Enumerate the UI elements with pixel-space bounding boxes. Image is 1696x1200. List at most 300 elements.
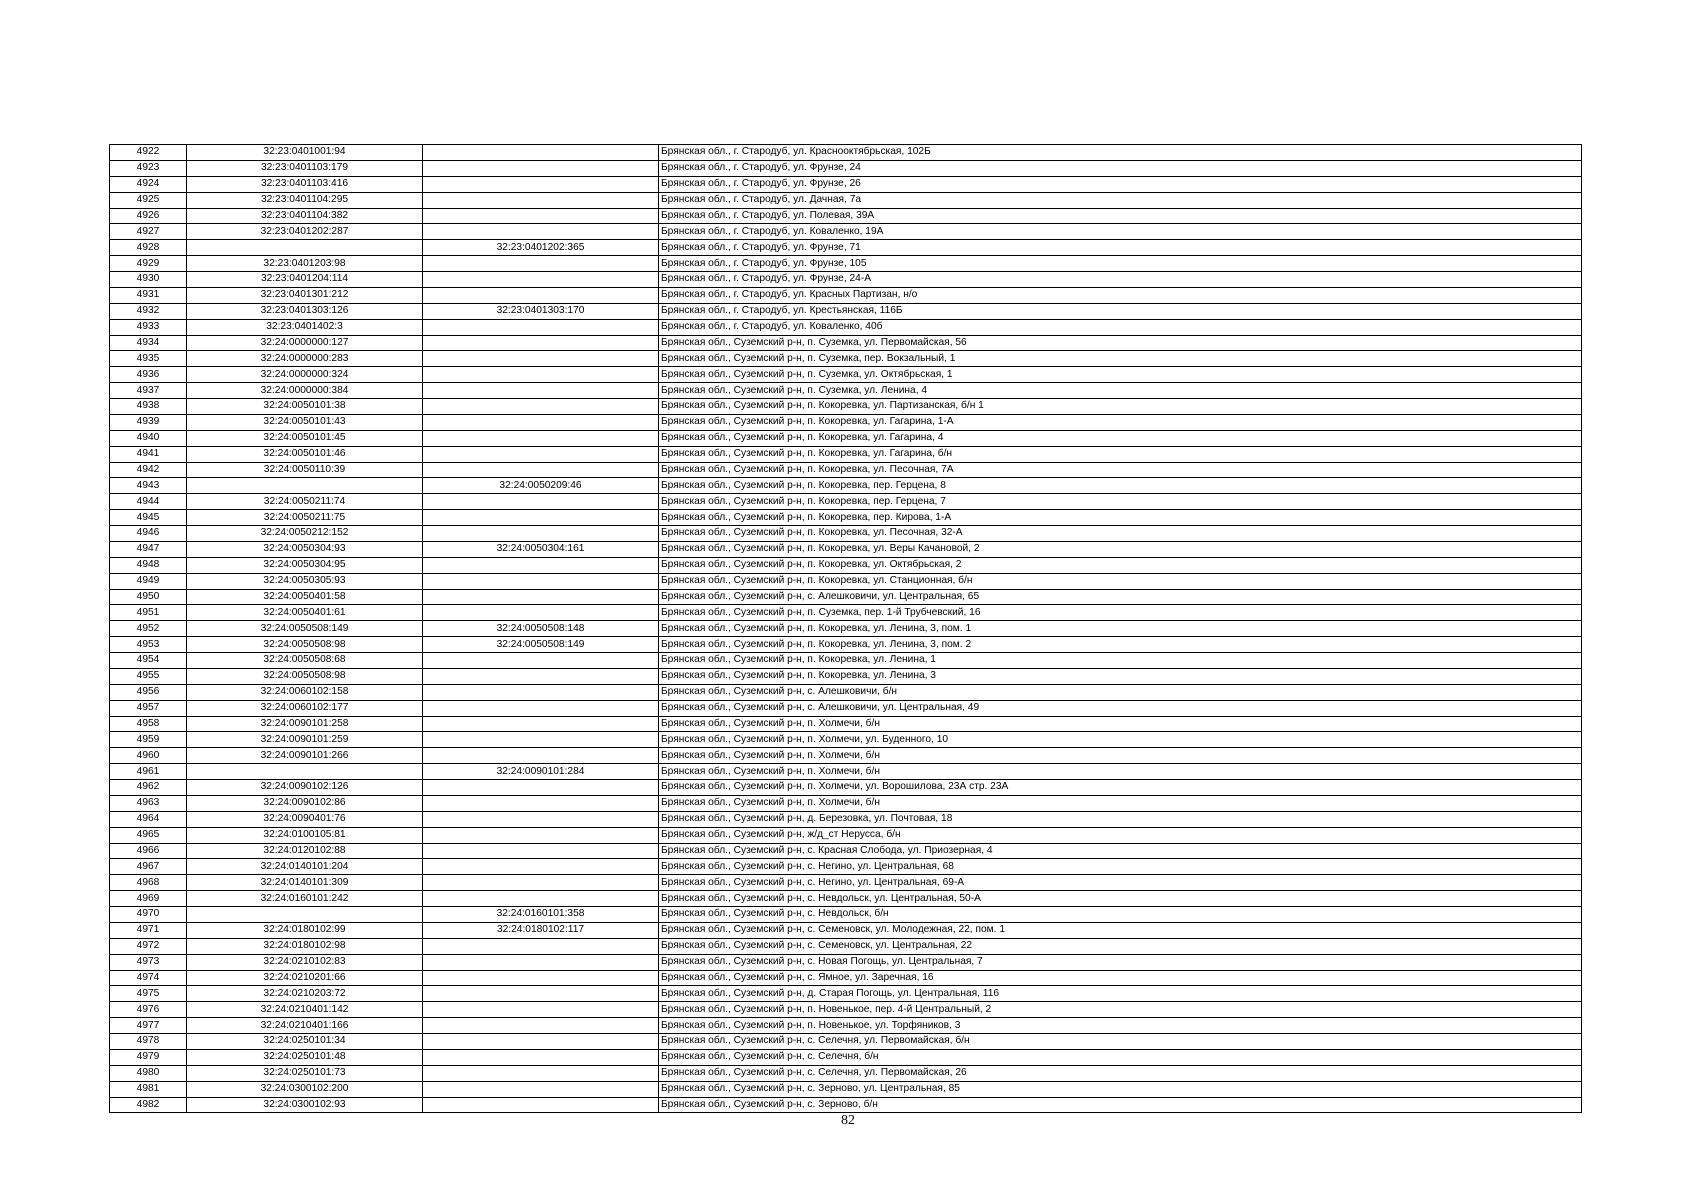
table-row <box>110 732 1582 748</box>
related-cadastral-number-cell <box>423 1018 659 1034</box>
row-number-cell: 4923 <box>110 160 187 176</box>
row-number-cell: 4924 <box>110 176 187 192</box>
row-number-cell: 4977 <box>110 1018 187 1034</box>
address-cell: Брянская обл., г. Стародуб, ул. Фрунзе, 105 <box>659 256 1582 272</box>
cadastral-number-cell <box>187 240 423 256</box>
cadastral-number-cell: 32:24:0000000:283 <box>187 351 423 367</box>
row-number-cell: 4936 <box>110 367 187 383</box>
row-number-cell: 4959 <box>110 732 187 748</box>
row-number-cell: 4982 <box>110 1097 187 1113</box>
cadastral-number-cell: 32:24:0300102:93 <box>187 1097 423 1113</box>
row-number-cell: 4927 <box>110 224 187 240</box>
cadastral-number-cell: 32:24:0250101:34 <box>187 1034 423 1050</box>
address-cell: Брянская обл., Суземский р-н, с. Алешковичи, ул. Центральная, 65 <box>659 589 1582 605</box>
address-cell: Брянская обл., Суземский р-н, п. Кокоревка, ул. Ленина, 3 <box>659 668 1582 684</box>
address-cell: Брянская обл., Суземский р-н, п. Кокоревка, пер. Герцена, 7 <box>659 494 1582 510</box>
row-number-cell: 4931 <box>110 287 187 303</box>
row-number-cell: 4929 <box>110 256 187 272</box>
table-row <box>110 1002 1582 1018</box>
row-number-cell: 4967 <box>110 859 187 875</box>
related-cadastral-number-cell <box>423 1034 659 1050</box>
address-cell: Брянская обл., г. Стародуб, ул. Коваленко, 40б <box>659 319 1582 335</box>
row-number-cell: 4960 <box>110 748 187 764</box>
related-cadastral-number-cell <box>423 605 659 621</box>
row-number-cell: 4932 <box>110 303 187 319</box>
address-cell: Брянская обл., Суземский р-н, п. Кокоревка, ул. Гагарина, б/н <box>659 446 1582 462</box>
cadastral-number-cell: 32:24:0050211:74 <box>187 494 423 510</box>
row-number-cell: 4922 <box>110 145 187 161</box>
row-number-cell: 4935 <box>110 351 187 367</box>
row-number-cell: 4973 <box>110 954 187 970</box>
cadastral-number-cell: 32:24:0050508:98 <box>187 637 423 653</box>
table-row <box>110 621 1582 637</box>
table-row <box>110 1065 1582 1081</box>
address-cell: Брянская обл., Суземский р-н, п. Холмечи, ул. Буденного, 10 <box>659 732 1582 748</box>
related-cadastral-number-cell <box>423 272 659 288</box>
table-row <box>110 938 1582 954</box>
address-cell: Брянская обл., Суземский р-н, с. Невдольск, б/н <box>659 907 1582 923</box>
address-cell: Брянская обл., г. Стародуб, ул. Фрунзе, 24-А <box>659 272 1582 288</box>
cadastral-number-cell <box>187 764 423 780</box>
table-row <box>110 351 1582 367</box>
address-cell: Брянская обл., Суземский р-н, с. Зерново, ул. Центральная, 85 <box>659 1081 1582 1097</box>
related-cadastral-number-cell <box>423 319 659 335</box>
row-number-cell: 4926 <box>110 208 187 224</box>
cadastral-number-cell: 32:24:0000000:384 <box>187 383 423 399</box>
related-cadastral-number-cell <box>423 859 659 875</box>
table-row <box>110 922 1582 938</box>
cadastral-number-cell: 32:24:0050101:46 <box>187 446 423 462</box>
table-row <box>110 176 1582 192</box>
address-cell: Брянская обл., Суземский р-н, п. Суземка, ул. Первомайская, 56 <box>659 335 1582 351</box>
row-number-cell: 4944 <box>110 494 187 510</box>
cadastral-number-cell: 32:24:0210203:72 <box>187 986 423 1002</box>
table-row <box>110 446 1582 462</box>
table-row <box>110 954 1582 970</box>
row-number-cell: 4968 <box>110 875 187 891</box>
row-number-cell: 4964 <box>110 811 187 827</box>
address-cell: Брянская обл., Суземский р-н, с. Невдольск, ул. Центральная, 50-А <box>659 891 1582 907</box>
related-cadastral-number-cell <box>423 700 659 716</box>
cadastral-number-cell: 32:24:0090401:76 <box>187 811 423 827</box>
address-cell: Брянская обл., Суземский р-н, п. Кокоревка, ул. Ленина, 3, пом. 2 <box>659 637 1582 653</box>
cadastral-number-cell: 32:24:0000000:127 <box>187 335 423 351</box>
table-row <box>110 383 1582 399</box>
row-number-cell: 4949 <box>110 573 187 589</box>
related-cadastral-number-cell <box>423 811 659 827</box>
related-cadastral-number-cell <box>423 462 659 478</box>
page-number: 82 <box>841 1113 855 1128</box>
related-cadastral-number-cell <box>423 875 659 891</box>
address-cell: Брянская обл., г. Стародуб, ул. Красных Партизан, н/о <box>659 287 1582 303</box>
address-cell: Брянская обл., Суземский р-н, п. Кокоревка, ул. Песочная, 32-А <box>659 526 1582 542</box>
related-cadastral-number-cell: 32:23:0401202:365 <box>423 240 659 256</box>
row-number-cell: 4974 <box>110 970 187 986</box>
related-cadastral-number-cell <box>423 192 659 208</box>
address-cell: Брянская обл., Суземский р-н, п. Суземка, пер. 1-й Трубчевский, 16 <box>659 605 1582 621</box>
table-row <box>110 684 1582 700</box>
cadastral-number-cell: 32:24:0210401:142 <box>187 1002 423 1018</box>
cadastral-number-cell: 32:23:0401203:98 <box>187 256 423 272</box>
table-row <box>110 160 1582 176</box>
related-cadastral-number-cell <box>423 684 659 700</box>
address-cell: Брянская обл., Суземский р-н, п. Кокоревка, пер. Герцена, 8 <box>659 478 1582 494</box>
address-cell: Брянская обл., Суземский р-н, с. Зерново, б/н <box>659 1097 1582 1113</box>
table-row <box>110 986 1582 1002</box>
cadastral-number-cell: 32:23:0401303:126 <box>187 303 423 319</box>
row-number-cell: 4946 <box>110 526 187 542</box>
related-cadastral-number-cell <box>423 256 659 272</box>
table-row <box>110 192 1582 208</box>
table-row <box>110 272 1582 288</box>
row-number-cell: 4930 <box>110 272 187 288</box>
related-cadastral-number-cell <box>423 732 659 748</box>
address-cell: Брянская обл., Суземский р-н, ж/д_ст Нерусса, б/н <box>659 827 1582 843</box>
cadastral-number-cell: 32:24:0060102:158 <box>187 684 423 700</box>
cadastral-number-cell: 32:24:0210401:166 <box>187 1018 423 1034</box>
row-number-cell: 4963 <box>110 795 187 811</box>
row-number-cell: 4938 <box>110 399 187 415</box>
table-row <box>110 653 1582 669</box>
cadastral-number-cell: 32:23:0401301:212 <box>187 287 423 303</box>
cadastral-number-cell: 32:24:0250101:48 <box>187 1049 423 1065</box>
cadastral-number-cell: 32:24:0210102:83 <box>187 954 423 970</box>
cadastral-number-cell: 32:23:0401103:179 <box>187 160 423 176</box>
address-cell: Брянская обл., Суземский р-н, с. Новая Погощь, ул. Центральная, 7 <box>659 954 1582 970</box>
related-cadastral-number-cell <box>423 557 659 573</box>
table-row <box>110 573 1582 589</box>
address-cell: Брянская обл., Суземский р-н, с. Селечня, ул. Первомайская, 26 <box>659 1065 1582 1081</box>
related-cadastral-number-cell <box>423 145 659 161</box>
table-row <box>110 367 1582 383</box>
address-cell: Брянская обл., Суземский р-н, п. Кокоревка, ул. Ленина, 3, пом. 1 <box>659 621 1582 637</box>
address-cell: Брянская обл., Суземский р-н, п. Новенькое, ул. Торфяников, 3 <box>659 1018 1582 1034</box>
table-row <box>110 399 1582 415</box>
row-number-cell: 4941 <box>110 446 187 462</box>
address-cell: Брянская обл., Суземский р-н, п. Кокоревка, ул. Ленина, 1 <box>659 653 1582 669</box>
row-number-cell: 4933 <box>110 319 187 335</box>
related-cadastral-number-cell <box>423 351 659 367</box>
table-row <box>110 970 1582 986</box>
cadastral-number-cell: 32:24:0050101:38 <box>187 399 423 415</box>
row-number-cell: 4962 <box>110 780 187 796</box>
row-number-cell: 4943 <box>110 478 187 494</box>
table-row <box>110 795 1582 811</box>
cadastral-number-cell <box>187 478 423 494</box>
address-cell: Брянская обл., г. Стародуб, ул. Фрунзе, 24 <box>659 160 1582 176</box>
row-number-cell: 4947 <box>110 541 187 557</box>
related-cadastral-number-cell <box>423 748 659 764</box>
row-number-cell: 4942 <box>110 462 187 478</box>
cadastral-number-cell: 32:24:0090101:258 <box>187 716 423 732</box>
cadastral-number-cell: 32:24:0160101:242 <box>187 891 423 907</box>
table-row <box>110 1097 1582 1113</box>
row-number-cell: 4970 <box>110 907 187 923</box>
related-cadastral-number-cell <box>423 573 659 589</box>
related-cadastral-number-cell <box>423 510 659 526</box>
related-cadastral-number-cell <box>423 780 659 796</box>
table-row <box>110 224 1582 240</box>
cadastral-number-cell: 32:24:0050304:93 <box>187 541 423 557</box>
related-cadastral-number-cell <box>423 224 659 240</box>
table-row <box>110 1018 1582 1034</box>
related-cadastral-number-cell <box>423 287 659 303</box>
related-cadastral-number-cell: 32:24:0090101:284 <box>423 764 659 780</box>
row-number-cell: 4965 <box>110 827 187 843</box>
table-row <box>110 843 1582 859</box>
table-row <box>110 430 1582 446</box>
address-cell: Брянская обл., г. Стародуб, ул. Краснооктябрьская, 102Б <box>659 145 1582 161</box>
registry-table <box>109 144 1582 1113</box>
related-cadastral-number-cell <box>423 653 659 669</box>
address-cell: Брянская обл., Суземский р-н, с. Селечня, ул. Первомайская, б/н <box>659 1034 1582 1050</box>
row-number-cell: 4950 <box>110 589 187 605</box>
related-cadastral-number-cell: 32:24:0050209:46 <box>423 478 659 494</box>
cadastral-number-cell: 32:24:0100105:81 <box>187 827 423 843</box>
cadastral-number-cell: 32:24:0050401:61 <box>187 605 423 621</box>
related-cadastral-number-cell <box>423 367 659 383</box>
table-row <box>110 891 1582 907</box>
cadastral-number-cell: 32:24:0300102:200 <box>187 1081 423 1097</box>
address-cell: Брянская обл., г. Стародуб, ул. Фрунзе, 71 <box>659 240 1582 256</box>
related-cadastral-number-cell <box>423 716 659 732</box>
address-cell: Брянская обл., Суземский р-н, с. Селечня, б/н <box>659 1049 1582 1065</box>
table-row <box>110 557 1582 573</box>
address-cell: Брянская обл., Суземский р-н, п. Кокоревка, ул. Гагарина, 4 <box>659 430 1582 446</box>
related-cadastral-number-cell <box>423 335 659 351</box>
row-number-cell: 4945 <box>110 510 187 526</box>
related-cadastral-number-cell <box>423 526 659 542</box>
table-row <box>110 605 1582 621</box>
related-cadastral-number-cell: 32:24:0050508:148 <box>423 621 659 637</box>
related-cadastral-number-cell: 32:24:0160101:358 <box>423 907 659 923</box>
related-cadastral-number-cell <box>423 843 659 859</box>
table-row <box>110 589 1582 605</box>
related-cadastral-number-cell <box>423 383 659 399</box>
related-cadastral-number-cell <box>423 160 659 176</box>
cadastral-number-cell: 32:23:0401104:295 <box>187 192 423 208</box>
table-row <box>110 700 1582 716</box>
related-cadastral-number-cell <box>423 938 659 954</box>
row-number-cell: 4981 <box>110 1081 187 1097</box>
row-number-cell: 4975 <box>110 986 187 1002</box>
cadastral-number-cell: 32:24:0050110:39 <box>187 462 423 478</box>
cadastral-number-cell: 32:24:0210201:66 <box>187 970 423 986</box>
table-row <box>110 668 1582 684</box>
address-cell: Брянская обл., Суземский р-н, п. Кокоревка, ул. Веры Качановой, 2 <box>659 541 1582 557</box>
row-number-cell: 4952 <box>110 621 187 637</box>
cadastral-number-cell: 32:24:0050508:68 <box>187 653 423 669</box>
related-cadastral-number-cell <box>423 446 659 462</box>
cadastral-number-cell: 32:23:0401103:416 <box>187 176 423 192</box>
related-cadastral-number-cell <box>423 176 659 192</box>
cadastral-number-cell: 32:23:0401402:3 <box>187 319 423 335</box>
related-cadastral-number-cell <box>423 589 659 605</box>
address-cell: Брянская обл., Суземский р-н, п. Суземка, ул. Октябрьская, 1 <box>659 367 1582 383</box>
row-number-cell: 4955 <box>110 668 187 684</box>
address-cell: Брянская обл., Суземский р-н, п. Новенькое, пер. 4-й Центральный, 2 <box>659 1002 1582 1018</box>
address-cell: Брянская обл., Суземский р-н, п. Кокоревка, ул. Песочная, 7А <box>659 462 1582 478</box>
row-number-cell: 4972 <box>110 938 187 954</box>
cadastral-number-cell: 32:24:0090101:266 <box>187 748 423 764</box>
row-number-cell: 4961 <box>110 764 187 780</box>
row-number-cell: 4957 <box>110 700 187 716</box>
address-cell: Брянская обл., Суземский р-н, с. Семеновск, ул. Молодежная, 22, пом. 1 <box>659 922 1582 938</box>
related-cadastral-number-cell <box>423 399 659 415</box>
table-row <box>110 145 1582 161</box>
cadastral-number-cell: 32:24:0090102:86 <box>187 795 423 811</box>
address-cell: Брянская обл., г. Стародуб, ул. Крестьянская, 116Б <box>659 303 1582 319</box>
address-cell: Брянская обл., г. Стародуб, ул. Полевая, 39А <box>659 208 1582 224</box>
table-row <box>110 510 1582 526</box>
table-row <box>110 541 1582 557</box>
row-number-cell: 4939 <box>110 414 187 430</box>
address-cell: Брянская обл., Суземский р-н, с. Ямное, ул. Заречная, 16 <box>659 970 1582 986</box>
related-cadastral-number-cell: 32:24:0180102:117 <box>423 922 659 938</box>
address-cell: Брянская обл., Суземский р-н, п. Суземка, пер. Вокзальный, 1 <box>659 351 1582 367</box>
cadastral-number-cell: 32:23:0401202:287 <box>187 224 423 240</box>
related-cadastral-number-cell <box>423 430 659 446</box>
cadastral-number-cell: 32:24:0050212:152 <box>187 526 423 542</box>
cadastral-number-cell: 32:24:0140101:309 <box>187 875 423 891</box>
row-number-cell: 4958 <box>110 716 187 732</box>
related-cadastral-number-cell <box>423 414 659 430</box>
table-row <box>110 637 1582 653</box>
related-cadastral-number-cell <box>423 891 659 907</box>
address-cell: Брянская обл., Суземский р-н, д. Старая Погощь, ул. Центральная, 116 <box>659 986 1582 1002</box>
related-cadastral-number-cell <box>423 1081 659 1097</box>
related-cadastral-number-cell <box>423 1065 659 1081</box>
cadastral-number-cell: 32:24:0120102:88 <box>187 843 423 859</box>
cadastral-number-cell: 32:23:0401104:382 <box>187 208 423 224</box>
row-number-cell: 4979 <box>110 1049 187 1065</box>
related-cadastral-number-cell <box>423 668 659 684</box>
row-number-cell: 4934 <box>110 335 187 351</box>
cadastral-number-cell <box>187 907 423 923</box>
address-cell: Брянская обл., Суземский р-н, п. Холмечи, б/н <box>659 748 1582 764</box>
address-cell: Брянская обл., Суземский р-н, п. Кокоревка, ул. Гагарина, 1-А <box>659 414 1582 430</box>
cadastral-number-cell: 32:24:0050304:95 <box>187 557 423 573</box>
cadastral-number-cell: 32:24:0050101:43 <box>187 414 423 430</box>
table-row <box>110 827 1582 843</box>
related-cadastral-number-cell <box>423 827 659 843</box>
address-cell: Брянская обл., г. Стародуб, ул. Дачная, 7а <box>659 192 1582 208</box>
address-cell: Брянская обл., Суземский р-н, п. Холмечи, б/н <box>659 716 1582 732</box>
address-cell: Брянская обл., Суземский р-н, п. Кокоревка, ул. Партизанская, б/н 1 <box>659 399 1582 415</box>
address-cell: Брянская обл., Суземский р-н, п. Холмечи, ул. Ворошилова, 23А стр. 23А <box>659 780 1582 796</box>
address-cell: Брянская обл., Суземский р-н, с. Красная Слобода, ул. Приозерная, 4 <box>659 843 1582 859</box>
row-number-cell: 4940 <box>110 430 187 446</box>
related-cadastral-number-cell <box>423 795 659 811</box>
table-row <box>110 462 1582 478</box>
table-row <box>110 859 1582 875</box>
row-number-cell: 4976 <box>110 1002 187 1018</box>
address-cell: Брянская обл., Суземский р-н, п. Холмечи, б/н <box>659 795 1582 811</box>
table-row <box>110 240 1582 256</box>
table-row <box>110 875 1582 891</box>
table-row <box>110 303 1582 319</box>
address-cell: Брянская обл., Суземский р-н, с. Алешковичи, ул. Центральная, 49 <box>659 700 1582 716</box>
table-row <box>110 335 1582 351</box>
cadastral-number-cell: 32:24:0060102:177 <box>187 700 423 716</box>
address-cell: Брянская обл., Суземский р-н, п. Кокоревка, ул. Октябрьская, 2 <box>659 557 1582 573</box>
table-row <box>110 764 1582 780</box>
cadastral-number-cell: 32:24:0090101:259 <box>187 732 423 748</box>
table-row <box>110 1081 1582 1097</box>
related-cadastral-number-cell: 32:24:0050304:161 <box>423 541 659 557</box>
address-cell: Брянская обл., г. Стародуб, ул. Коваленко, 19А <box>659 224 1582 240</box>
cadastral-number-cell: 32:23:0401204:114 <box>187 272 423 288</box>
related-cadastral-number-cell <box>423 1002 659 1018</box>
table-row <box>110 319 1582 335</box>
table-row <box>110 748 1582 764</box>
address-cell: Брянская обл., Суземский р-н, п. Кокоревка, пер. Кирова, 1-А <box>659 510 1582 526</box>
row-number-cell: 4956 <box>110 684 187 700</box>
address-cell: Брянская обл., Суземский р-н, с. Негино, ул. Центральная, 69-А <box>659 875 1582 891</box>
table-row <box>110 526 1582 542</box>
cadastral-number-cell: 32:24:0180102:98 <box>187 938 423 954</box>
row-number-cell: 4969 <box>110 891 187 907</box>
address-cell: Брянская обл., Суземский р-н, д. Березовка, ул. Почтовая, 18 <box>659 811 1582 827</box>
address-cell: Брянская обл., Суземский р-н, с. Семеновск, ул. Центральная, 22 <box>659 938 1582 954</box>
cadastral-number-cell: 32:24:0050508:98 <box>187 668 423 684</box>
table-row <box>110 780 1582 796</box>
row-number-cell: 4971 <box>110 922 187 938</box>
related-cadastral-number-cell: 32:23:0401303:170 <box>423 303 659 319</box>
related-cadastral-number-cell: 32:24:0050508:149 <box>423 637 659 653</box>
row-number-cell: 4928 <box>110 240 187 256</box>
row-number-cell: 4953 <box>110 637 187 653</box>
row-number-cell: 4978 <box>110 1034 187 1050</box>
address-cell: Брянская обл., г. Стародуб, ул. Фрунзе, 26 <box>659 176 1582 192</box>
row-number-cell: 4948 <box>110 557 187 573</box>
related-cadastral-number-cell <box>423 970 659 986</box>
row-number-cell: 4954 <box>110 653 187 669</box>
cadastral-number-cell: 32:24:0050508:149 <box>187 621 423 637</box>
address-cell: Брянская обл., Суземский р-н, п. Холмечи, б/н <box>659 764 1582 780</box>
cadastral-number-cell: 32:24:0180102:99 <box>187 922 423 938</box>
address-cell: Брянская обл., Суземский р-н, с. Алешковичи, б/н <box>659 684 1582 700</box>
row-number-cell: 4980 <box>110 1065 187 1081</box>
table-row <box>110 256 1582 272</box>
cadastral-number-cell: 32:24:0050305:93 <box>187 573 423 589</box>
table-row <box>110 1049 1582 1065</box>
row-number-cell: 4937 <box>110 383 187 399</box>
cadastral-number-cell: 32:24:0050401:58 <box>187 589 423 605</box>
cadastral-number-cell: 32:24:0140101:204 <box>187 859 423 875</box>
table-row <box>110 414 1582 430</box>
address-cell: Брянская обл., Суземский р-н, п. Суземка, ул. Ленина, 4 <box>659 383 1582 399</box>
row-number-cell: 4925 <box>110 192 187 208</box>
cadastral-number-cell: 32:24:0050101:45 <box>187 430 423 446</box>
cadastral-number-cell: 32:23:0401001:94 <box>187 145 423 161</box>
registry-table-body <box>110 145 1582 1113</box>
related-cadastral-number-cell <box>423 986 659 1002</box>
related-cadastral-number-cell <box>423 954 659 970</box>
table-row <box>110 1034 1582 1050</box>
address-cell: Брянская обл., Суземский р-н, с. Негино, ул. Центральная, 68 <box>659 859 1582 875</box>
table-row <box>110 716 1582 732</box>
table-row <box>110 811 1582 827</box>
related-cadastral-number-cell <box>423 208 659 224</box>
cadastral-number-cell: 32:24:0050211:75 <box>187 510 423 526</box>
related-cadastral-number-cell <box>423 1049 659 1065</box>
related-cadastral-number-cell <box>423 494 659 510</box>
row-number-cell: 4951 <box>110 605 187 621</box>
cadastral-number-cell: 32:24:0090102:126 <box>187 780 423 796</box>
cadastral-number-cell: 32:24:0250101:73 <box>187 1065 423 1081</box>
related-cadastral-number-cell <box>423 1097 659 1113</box>
